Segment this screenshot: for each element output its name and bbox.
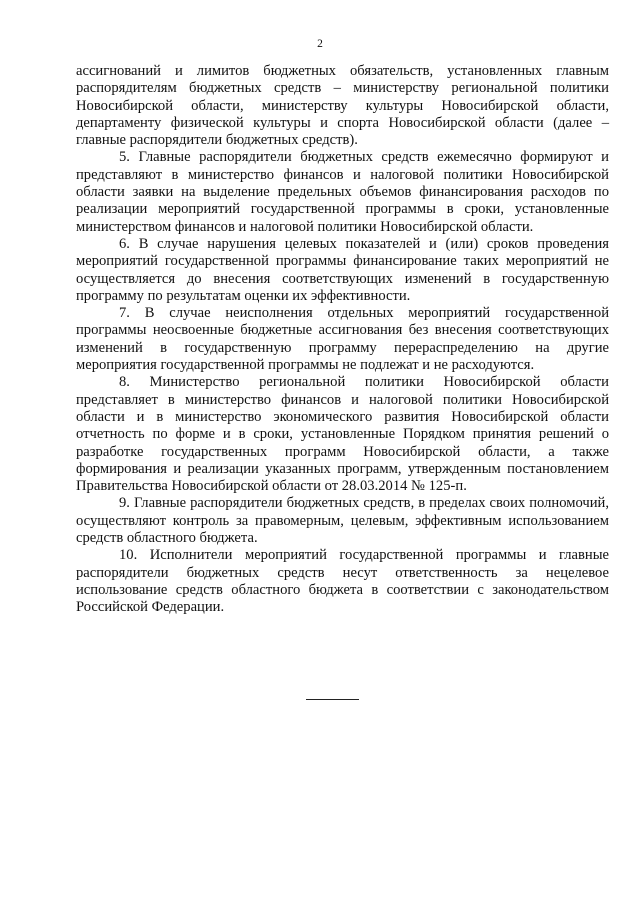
closing-separator-line bbox=[306, 699, 359, 700]
paragraph-continuation: ассигнований и лимитов бюджетных обязательств, установленных главным распорядителям бюджетных средств – министерству региональной политики Новосибирской области, министерству культуры Новосибирской области, департаменту физической культуры и спорта Новосибирской области (далее – главные распорядители бюджетных средств). bbox=[76, 63, 609, 149]
paragraph-7: 7. В случае неисполнения отдельных мероприятий государственной программы неосвоенные бюджетные ассигнования без внесения соответствующих изменений в государственную программу перераспределению на другие мероприятия государственной программы не подлежат и не расходуются. bbox=[76, 305, 609, 374]
paragraph-5: 5. Главные распорядители бюджетных средств ежемесячно формируют и представляют в министерство финансов и налоговой политики Новосибирской области заявки на выделение предельных объемов финансирования расходов по реализации мероприятий государственной программы в сроки, установленные министерством финансов и налоговой политики Новосибирской области. bbox=[76, 149, 609, 235]
paragraph-8: 8. Министерство региональной политики Новосибирской области представляет в министерство финансов и налоговой политики Новосибирской области и в министерство экономического развития Новосибирской области отчетность по форме и в сроки, установленные Порядком принятия решений о разработке государственных программ Новосибирской области, а также формирования и реализации указанных программ, утвержденным постановлением Правительства Новосибирской области от 28.03.2014 № 125-п. bbox=[76, 374, 609, 495]
document-body bbox=[76, 63, 609, 617]
paragraph-9: 9. Главные распорядители бюджетных средств, в пределах своих полномочий, осуществляют контроль за правомерным, целевым, эффективным использованием средств областного бюджета. bbox=[76, 495, 609, 547]
page-number: 2 bbox=[317, 38, 323, 50]
paragraph-6: 6. В случае нарушения целевых показателей и (или) сроков проведения мероприятий государственной программы финансирование таких мероприятий не осуществляется до внесения соответствующих изменений в государственную программу по результатам оценки их эффективности. bbox=[76, 235, 609, 304]
paragraph-10: 10. Исполнители мероприятий государственной программы и главные распорядители бюджетных средств несут ответственность за нецелевое использование средств областного бюджета в соответствии с законодательством Российской Федерации. bbox=[76, 547, 609, 616]
